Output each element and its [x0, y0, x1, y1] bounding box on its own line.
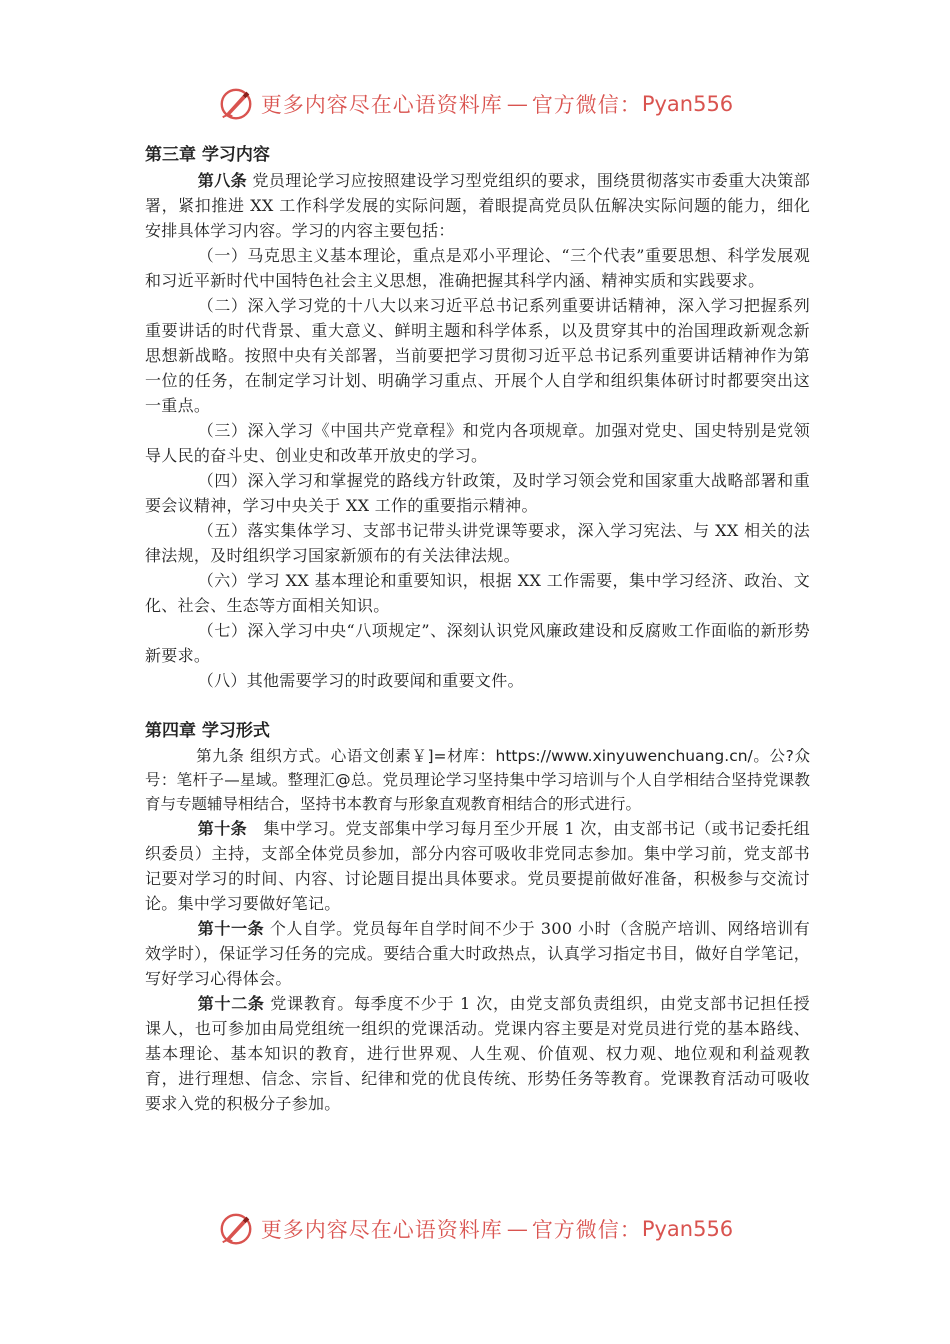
content-item-6: （六）学习 XX 基本理论和重要知识，根据 XX 工作需要，集中学习经济、政治、文化、社会、生态等方面相关知识。: [145, 571, 810, 615]
article-8-label: 第八条: [197, 171, 247, 190]
pen-logo-icon: [217, 1210, 255, 1248]
banner-slogan: 更多内容尽在心语资料库: [260, 1218, 503, 1242]
content-item-4: （四）深入学习和掌握党的路线方针政策，及时学习领会党和国家重大战略部署和重要会议精神，学习中央关于 XX 工作的重要指示精神。: [145, 471, 810, 515]
article-12: [145, 991, 810, 1116]
content-item-3: （三）深入学习《中国共产党章程》和党内各项规章。加强对党史、国史特别是党领导人民的奋斗史、创业史和改革开放史的学习。: [145, 421, 810, 465]
header-watermark-banner: [0, 82, 950, 126]
article-12-text: 党课教育。每季度不少于 1 次，由党支部负责组织，由党支部书记担任授课人，也可参加由局党组统一组织的党课活动。党课内容主要是对党员进行党的基本路线、基本理论、基本知识的教育，进行世界观、人生观、价值观、权力观、地位观和利益观教育，进行理想、信念、宗旨、纪律和党的优良传统、形势任务等教育。党课教育活动可吸收要求入党的积极分子参加。: [145, 994, 810, 1113]
banner-wechat-id: Pyan556: [641, 92, 734, 116]
content-item-5: （五）落实集体学习、支部书记带头讲党课等要求，深入学习宪法、与 XX 相关的法律法规，及时组织学习国家新颁布的有关法律法规。: [145, 521, 810, 565]
article-11: [145, 916, 810, 991]
article-11-text: 个人自学。党员每年自学时间不少于 300 小时（含脱产培训、网络培训有效学时），保证学习任务的完成。要结合重大时政热点，认真学习指定书目，做好自学笔记，写好学习心得体会。: [145, 919, 810, 988]
article-11-label: 第十一条: [197, 919, 265, 938]
footer-watermark-banner: [0, 1207, 950, 1251]
article-10: [145, 816, 810, 916]
banner-separator: —: [506, 92, 528, 116]
banner-wechat-id: Pyan556: [641, 1217, 734, 1241]
banner-slogan: 更多内容尽在心语资料库: [260, 93, 503, 117]
content-item-7: （七）深入学习中央“八项规定”、深刻认识党风廉政建设和反腐败工作面临的新形势新要求。: [145, 621, 810, 665]
chapter-3-title: 第三章 学习内容: [145, 145, 270, 165]
chapter-4-title: 第四章 学习形式: [145, 721, 270, 741]
content-item-1: （一）马克思主义基本理论，重点是邓小平理论、“三个代表”重要思想、科学发展观和习近平新时代中国特色社会主义思想，准确把握其科学内涵、精神实质和实践要求。: [145, 246, 810, 290]
document-body: [145, 143, 810, 1116]
article-9: 第九条 组织方式。心语文创素￥]=材库：https://www.xinyuwenchuang.cn/。公?众号：笔杆子—星域。整理汇@总。党员理论学习坚持集中学习培训与个人自学相结合坚持党课教育与专题辅导相结合，坚持书本教育与形象直观教育相结合的形式进行。: [145, 747, 810, 813]
article-12-label: 第十二条: [197, 994, 265, 1013]
article-10-label: 第十条: [197, 819, 248, 838]
article-10-text: 集中学习。党支部集中学习每月至少开展 1 次，由支部书记（或书记委托组织委员）主持，支部全体党员参加，部分内容可吸收非党同志参加。集中学习前，党支部书记要对学习的时间、内容、讨论题目提出具体要求。党员要提前做好准备，积极参与交流讨论。集中学习要做好笔记。: [145, 819, 811, 913]
content-item-2: （二）深入学习党的十八大以来习近平总书记系列重要讲话精神，深入学习把握系列重要讲话的时代背景、重大意义、鲜明主题和科学体系，以及贯穿其中的治国理政新观念新思想新战略。按照中央有关部署，当前要把学习贯彻习近平总书记系列重要讲话精神作为第一位的任务，在制定学习计划、明确学习重点、开展个人自学和组织集体研讨时都要突出这一重点。: [145, 296, 810, 415]
banner-contact-label: 官方微信：: [531, 93, 642, 117]
article-8: [145, 168, 810, 243]
banner-contact-label: 官方微信：: [531, 1218, 642, 1242]
banner-separator: —: [506, 1217, 528, 1241]
article-8-text: 党员理论学习应按照建设学习型党组织的要求，围绕贯彻落实市委重大决策部署，紧扣推进 XX 工作科学发展的实际问题，着眼提高党员队伍解决实际问题的能力，细化安排具体学习内容。学习的内容主要包括：: [145, 171, 810, 240]
pen-logo-icon: [217, 85, 255, 123]
content-item-8: （八）其他需要学习的时政要闻和重要文件。: [197, 671, 524, 690]
